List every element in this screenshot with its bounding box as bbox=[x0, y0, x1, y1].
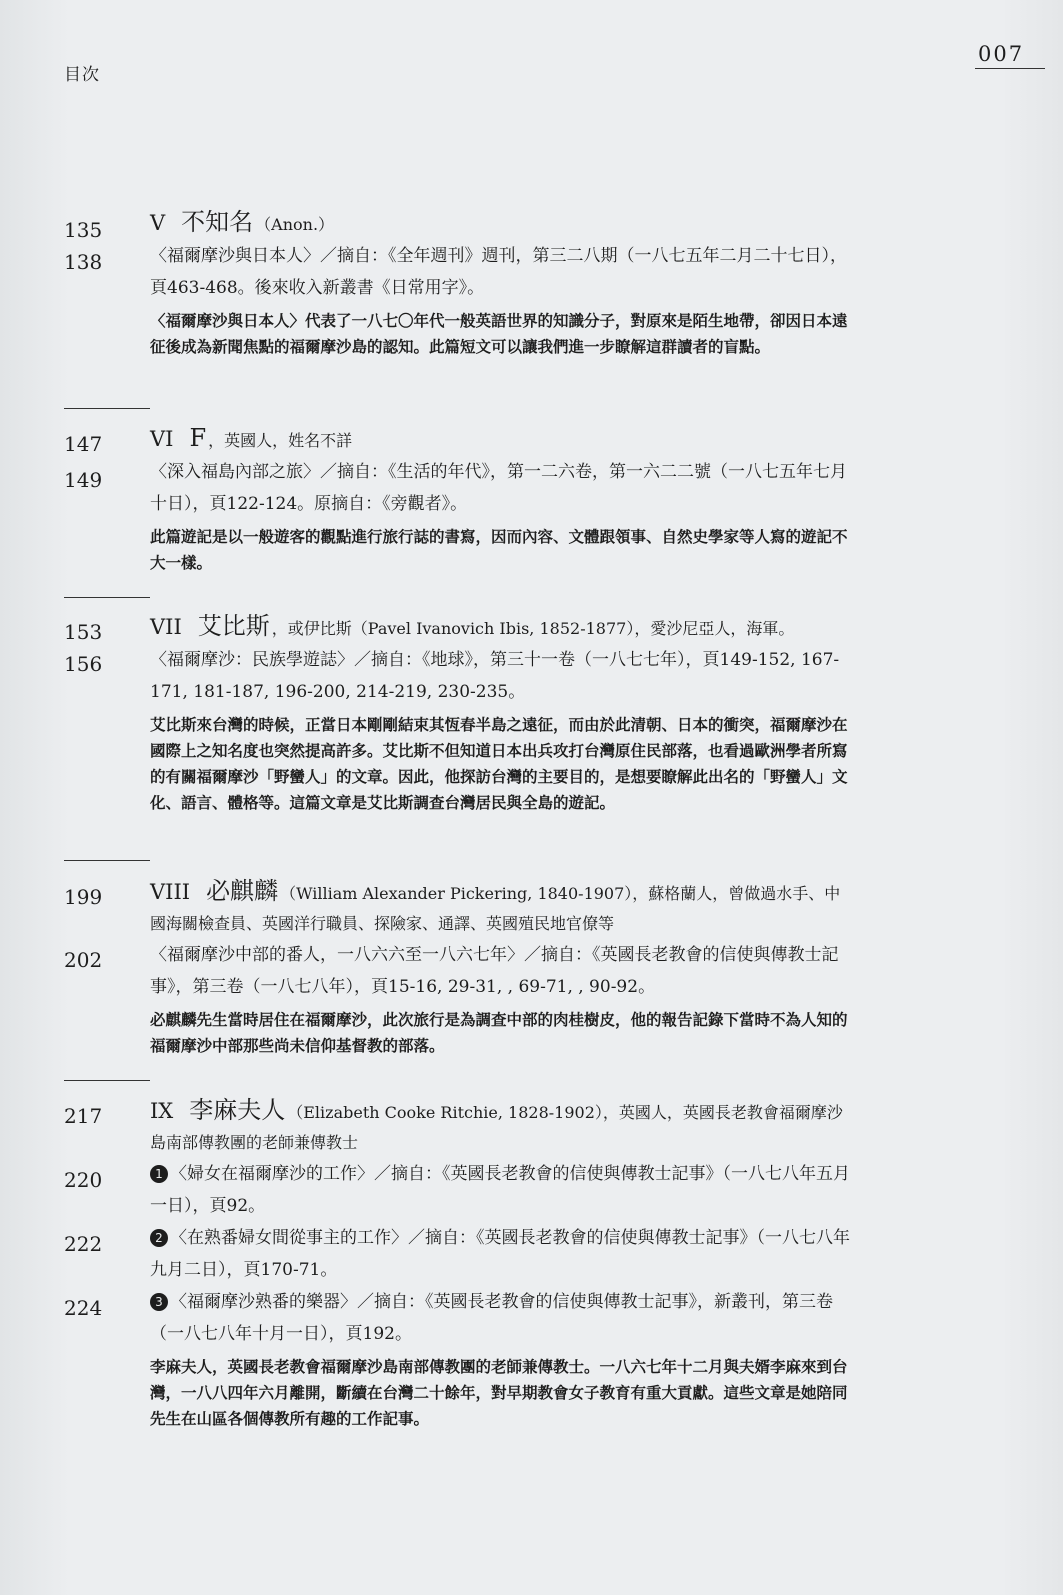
page-ref: 222 bbox=[64, 1232, 103, 1256]
author-details: ，英國人，姓名不詳 bbox=[208, 431, 353, 450]
numbered-bullet-icon: 3 bbox=[150, 1293, 168, 1311]
author-name: 艾比斯 bbox=[197, 612, 270, 640]
source-citation: 〈深入福島內部之旅〉／摘自：《生活的年代》，第一二六卷，第一六二二號（一八七五年七月十日），頁122-124。原摘自：《旁觀者》。 bbox=[150, 462, 847, 514]
entry-title bbox=[150, 1095, 850, 1158]
entry-summary: 此篇遊記是以一般遊客的觀點進行旅行誌的書寫，因而內容、文體跟領事、自然史學家等人寫的遊記不大一樣。 bbox=[150, 528, 848, 572]
chapter-numeral: IX bbox=[150, 1099, 174, 1123]
entry-summary: 李麻夫人，英國長老教會福爾摩沙島南部傳教團的老師兼傳教士。一八六七年十二月與夫婿李麻來到台灣，一八八四年六月離開，斷續在台灣二十餘年，對早期教會女子教育有重大貢獻。這些文章是她陪同先生在山區各個傳教所有趣的工作記事。 bbox=[150, 1358, 848, 1428]
toc-entry-v[interactable] bbox=[150, 207, 850, 360]
page-ref: 156 bbox=[64, 652, 103, 676]
author-details: ，或伊比斯（Pavel Ivanovich Ibis, 1852-1877），愛沙尼亞人，海軍。 bbox=[271, 619, 795, 638]
chapter-numeral: VI bbox=[150, 427, 174, 451]
chapter-numeral: VIII bbox=[150, 880, 191, 904]
page-ref: 202 bbox=[64, 948, 103, 972]
page-ref: 199 bbox=[64, 885, 103, 909]
entry-summary: 必麒麟先生當時居住在福爾摩沙，此次旅行是為調查中部的肉桂樹皮，他的報告記錄下當時不為人知的福爾摩沙中部那些尚未信仰基督教的部落。 bbox=[150, 1011, 848, 1055]
author-name: F bbox=[189, 424, 207, 452]
entry-divider bbox=[64, 1080, 150, 1081]
page-ref: 149 bbox=[64, 468, 103, 492]
page-ref: 135 bbox=[64, 218, 103, 242]
entry-divider bbox=[64, 860, 150, 861]
running-header: 目次 bbox=[64, 65, 100, 85]
entry-title bbox=[150, 876, 850, 939]
entry-title bbox=[150, 611, 850, 644]
chapter-numeral: V bbox=[150, 211, 166, 235]
page-number: 007 bbox=[978, 42, 1025, 66]
entry-summary: 〈福爾摩沙與日本人〉代表了一八七〇年代一般英語世界的知識分子，對原來是陌生地帶，卻因日本遠征後成為新聞焦點的福爾摩沙島的認知。此篇短文可以讓我們進一步瞭解這群讀者的盲點。 bbox=[150, 312, 848, 356]
entry-title bbox=[150, 207, 850, 240]
author-details: （Elizabeth Cooke Ritchie, 1828-1902），英國人，英國長老教會福爾摩沙島南部傳教團的老師兼傳教士 bbox=[150, 1103, 843, 1152]
header-rule bbox=[975, 68, 1045, 69]
chapter-numeral: VII bbox=[150, 615, 182, 639]
source-citation-2: 2 〈在熟番婦女間從事主的工作〉／摘自：《英國長老教會的信使與傳教士記事》（一八七八年九月二日），頁170-71。 bbox=[150, 1228, 850, 1280]
author-details: （William Alexander Pickering, 1840-1907），蘇格蘭人，曾做過水手、中國海關檢查員、英國洋行職員、探險家、通譯、英國殖民地官僚等 bbox=[150, 884, 841, 933]
source-citation: 〈福爾摩沙：民族學遊誌〉／摘自：《地球》，第三十一卷（一八七七年），頁149-152, 167-171, 181-187, 196-200, 214-219, 230-235。 bbox=[150, 650, 840, 702]
toc-entry-vii[interactable] bbox=[150, 611, 850, 816]
page-ref: 220 bbox=[64, 1168, 103, 1192]
source-citation-3: 3 〈福爾摩沙熟番的樂器〉／摘自：《英國長老教會的信使與傳教士記事》，新叢刊，第三卷（一八七八年十月一日），頁192。 bbox=[150, 1292, 833, 1344]
page-ref: 153 bbox=[64, 620, 103, 644]
numbered-bullet-icon: 1 bbox=[150, 1165, 168, 1183]
source-citation: 〈福爾摩沙中部的番人，一八六六至一八六七年〉／摘自：《英國長老教會的信使與傳教士記事》，第三卷（一八七八年），頁15-16, 29-31, , 69-71, , 90-92。 bbox=[150, 945, 839, 997]
page-ref: 147 bbox=[64, 432, 103, 456]
source-citation-1: 1 〈婦女在福爾摩沙的工作〉／摘自：《英國長老教會的信使與傳教士記事》（一八七八年五月一日），頁92。 bbox=[150, 1164, 850, 1216]
page-ref: 138 bbox=[64, 250, 103, 274]
entry-title bbox=[150, 423, 850, 456]
toc-entry-vi[interactable] bbox=[150, 423, 850, 576]
page-ref: 224 bbox=[64, 1296, 103, 1320]
entry-divider bbox=[64, 408, 150, 409]
author-details: （Anon.） bbox=[255, 215, 335, 234]
author-name: 不知名 bbox=[181, 208, 254, 236]
author-name: 李麻夫人 bbox=[189, 1096, 286, 1124]
toc-entry-viii[interactable] bbox=[150, 876, 850, 1059]
entry-summary: 艾比斯來台灣的時候，正當日本剛剛結束其恆春半島之遠征，而由於此清朝、日本的衝突，福爾摩沙在國際上之知名度也突然提高許多。艾比斯不但知道日本出兵攻打台灣原住民部落，也看過歐洲學者所寫的有關福爾摩沙「野蠻人」的文章。因此，他探訪台灣的主要目的，是想要瞭解此出名的「野蠻人」文化、語言、體格等。這篇文章是艾比斯調查台灣居民與全島的遊記。 bbox=[150, 716, 848, 812]
source-citation: 〈福爾摩沙與日本人〉／摘自：《全年週刊》週刊，第三二八期（一八七五年二月二十七日），頁463-468。後來收入新叢書《日常用字》。 bbox=[150, 246, 847, 298]
numbered-bullet-icon: 2 bbox=[150, 1229, 168, 1247]
page-ref: 217 bbox=[64, 1104, 103, 1128]
toc-entry-ix[interactable] bbox=[150, 1095, 850, 1432]
author-name: 必麒麟 bbox=[206, 877, 279, 905]
entry-divider bbox=[64, 597, 150, 598]
